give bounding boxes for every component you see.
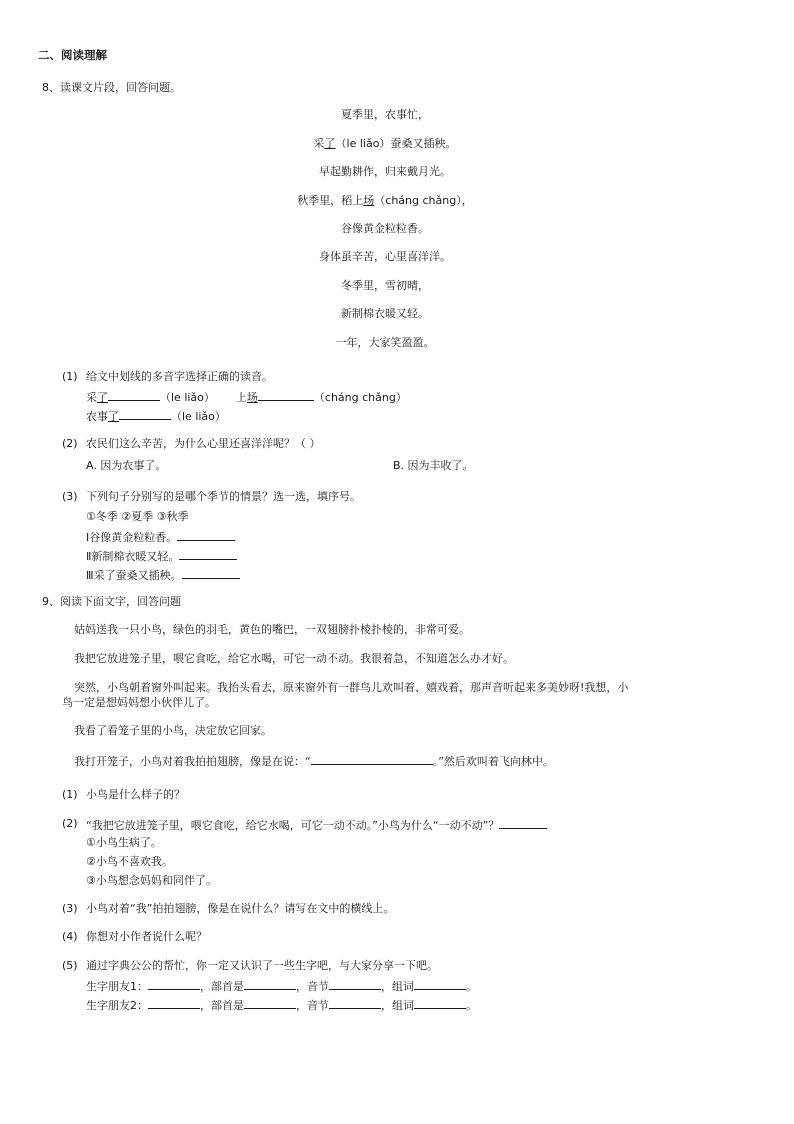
q9-sub1-text: 小鸟是什么样子的？ [86,788,185,801]
poem-line [0,108,770,122]
q9-paragraph-3a: 突然，小鸟朝着窗外叫起来。我抬头看去，原来窗外有一群鸟儿欢叫着、嬉戏着，那声音听起来多美妙呀!我想，小 [74,681,629,694]
poem-line [0,137,770,151]
question-text: “我把它放进笼子里，喂它食吃，给它水喝，可它一动不动。”小鸟为什么“一动不动”？ [86,819,500,832]
pinyin-options: （le liǎo） [171,410,226,423]
q9-paragraph-3b: 鸟一定是想妈妈想小伙伴儿了。 [62,696,216,709]
character-blank[interactable] [148,978,200,990]
poem-text: 夏季里，农事忙， [341,108,429,121]
char-text: 采 [86,391,97,404]
item-text: Ⅰ谷像黄金粒粒香。 [86,531,178,544]
word-blank[interactable] [414,978,466,990]
poem-underlined-char: 场 [363,194,375,207]
q9-sub5-num: (5) [62,959,78,972]
poem-line [0,279,770,293]
q9-sub3-text: 小鸟对着“我”拍拍翅膀，像是在说什么？请写在文中的横线上。 [86,902,395,915]
poem-line [0,250,770,264]
poem-line [0,336,770,350]
section-title: 二、阅读理解 [38,48,107,62]
radical-label: ，部首是 [200,980,244,993]
word-label: ，组词 [381,999,414,1012]
q9-sub2-num: (2) [62,817,78,830]
poem-text: 采 [313,137,325,150]
friend-label: 生字朋友1： [86,980,148,993]
underlined-char: 了 [97,391,108,404]
answer-blank[interactable] [177,529,235,541]
paragraph-text: 。”然后欢叫着飞向林中。 [432,755,554,768]
q9-header: 9、阅读下面文字，回答问题 [42,595,181,608]
underlined-char: 场 [246,391,258,404]
q8-sub1-text: 给文中划线的多音字选择正确的读音。 [86,370,273,383]
q9-sub4-text: 你想对小作者说什么呢？ [86,930,207,943]
poem-text: 秋季里，稻上 [297,194,364,207]
syllable-label: ，音节 [296,999,329,1012]
pinyin-options: （le liǎo） [160,391,215,404]
answer-blank[interactable] [179,548,237,560]
q8-sub1-num: (1) [62,370,78,383]
q8-sub3-item-2 [86,548,237,564]
paragraph-text: 我打开笼子，小鸟对着我拍拍翅膀，像是在说：“ [74,755,311,768]
poem-text: 一年，大家笑盈盈。 [335,336,435,349]
answer-blank[interactable] [119,408,171,420]
q8-sub2-num: (2) [62,437,78,450]
syllable-label: ，音节 [296,980,329,993]
q9-sub5-friend-1 [86,978,477,994]
char-text: 农事 [86,410,108,423]
q8-sub3-item-1 [86,529,235,545]
char-text: 上 [235,391,247,404]
q9-sub3-num: (3) [62,902,78,915]
pinyin-options: （cháng chǎng） [313,391,407,404]
poem-text: 冬季里，雪初晴， [341,279,429,292]
poem-text: （cháng chǎng）， [374,194,473,207]
q9-sub5-text: 通过字典公公的帮忙，你一定又认识了一些生字吧，与大家分享一下吧。 [86,959,438,972]
q8-header: 8、读课文片段，回答问题。 [42,81,181,94]
radical-label: ，部首是 [200,999,244,1012]
q9-sub2-line [86,817,547,833]
radical-blank[interactable] [244,978,296,990]
poem-underlined-char: 了 [324,137,336,150]
answer-blank[interactable] [311,753,433,765]
q8-sub3-choices: ①冬季 ②夏季 ③秋季 [86,510,189,523]
q9-paragraph-4: 我看了看笼子里的小鸟，决定放它回家。 [74,724,272,737]
poem-line [0,307,770,321]
q8-sub1-line1 [86,389,407,405]
q8-sub3-item-3 [86,567,240,583]
period: 。 [466,980,477,993]
q9-sub4-num: (4) [62,930,78,943]
friend-label: 生字朋友2： [86,999,148,1012]
poem-text: 谷像黄金粒粒香。 [341,222,429,235]
q9-sub2-option-3: ③小鸟想念妈妈和同伴了。 [86,874,217,887]
q8-sub2-text: 农民们这么辛苦，为什么心里还喜洋洋呢？（ ） [86,437,321,450]
q8-sub3-num: (3) [62,490,78,503]
radical-blank[interactable] [244,997,296,1009]
answer-blank[interactable] [499,817,547,829]
word-blank[interactable] [414,997,466,1009]
q9-paragraph-2: 我把它放进笼子里，喂它食吃，给它水喝，可它一动不动。我很着急，不知道怎么办才好。 [74,652,514,665]
answer-blank[interactable] [182,567,240,579]
syllable-blank[interactable] [329,997,381,1009]
poem-line [0,194,770,208]
word-label: ，组词 [381,980,414,993]
q8-sub3-text: 下列句子分别写的是哪个季节的情景？选一选，填序号。 [86,490,361,503]
character-blank[interactable] [148,997,200,1009]
poem-text: 新制棉衣暖又轻。 [341,307,429,320]
poem-text: 身体虽辛苦，心里喜洋洋。 [319,250,451,263]
q9-sub5-friend-2 [86,997,477,1013]
poem-line [0,222,770,236]
answer-blank[interactable] [108,389,160,401]
answer-blank[interactable] [258,389,314,401]
q9-sub2-option-2: ②小鸟不喜欢我。 [86,855,173,868]
q8-sub2-option-b[interactable]: B. 因为丰收了。 [393,459,474,472]
q9-sub2-option-1: ①小鸟生病了。 [86,836,162,849]
item-text: Ⅱ新制棉衣暖又轻。 [86,550,180,563]
q9-sub1-num: (1) [62,788,78,801]
q8-sub1-line2 [86,408,226,424]
q9-paragraph-1: 姑妈送我一只小鸟，绿色的羽毛，黄色的嘴巴，一双翅膀扑棱扑棱的，非常可爱。 [74,623,470,636]
period: 。 [466,999,477,1012]
underlined-char: 了 [108,410,119,423]
q9-paragraph-5 [74,753,554,769]
poem-line [0,165,770,179]
poem-text: （le liǎo）蚕桑又插秧。 [335,137,457,150]
poem-text: 早起勤耕作，归来戴月光。 [319,165,451,178]
syllable-blank[interactable] [329,978,381,990]
item-text: Ⅲ采了蚕桑又插秧。 [86,569,182,582]
q8-sub2-option-a[interactable]: A. 因为农事了。 [86,459,167,472]
